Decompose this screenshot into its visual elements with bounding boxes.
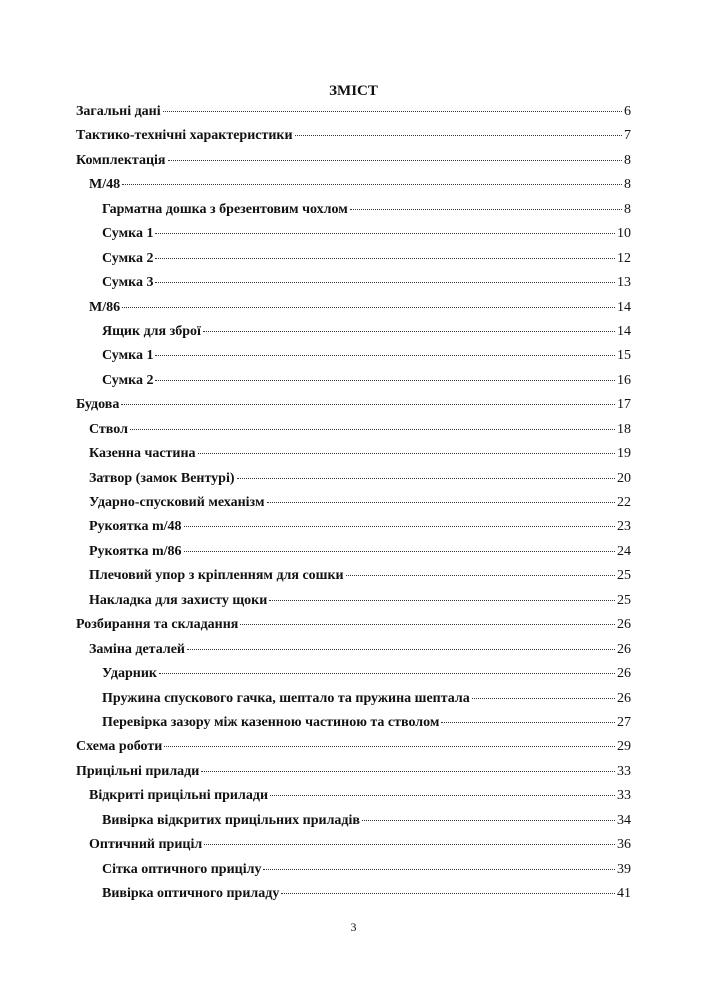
- toc-entry-label: Оптичний приціл: [89, 837, 203, 853]
- toc-entry-page: 41: [617, 886, 631, 901]
- toc-entry[interactable]: [76, 446, 631, 470]
- toc-entry[interactable]: [76, 519, 631, 543]
- toc-entry-page: 24: [617, 543, 631, 559]
- toc-entry[interactable]: [76, 862, 631, 886]
- toc-entry-label: Сумка 2: [102, 250, 154, 266]
- toc-entry-page: 8: [624, 152, 631, 168]
- dot-leader: [155, 380, 615, 381]
- toc-entry-page: 6: [624, 104, 631, 119]
- toc-entry[interactable]: [76, 568, 631, 592]
- toc-entry[interactable]: [76, 593, 631, 617]
- toc-entry[interactable]: [76, 226, 631, 250]
- toc-entry-label: Рукоятка m/48: [89, 519, 182, 535]
- toc-entry[interactable]: [76, 275, 631, 299]
- dot-leader: [168, 160, 622, 161]
- dot-leader: [163, 111, 622, 112]
- toc-entry[interactable]: [76, 128, 631, 152]
- dot-leader: [122, 184, 622, 185]
- toc-entry-page: 39: [617, 861, 631, 877]
- toc-entry[interactable]: [76, 104, 631, 128]
- toc-entry-label: Сумка 1: [102, 348, 154, 364]
- toc-entry-page: 26: [617, 617, 631, 633]
- toc-entry-page: 15: [617, 348, 631, 364]
- dot-leader: [362, 820, 615, 821]
- dot-leader: [198, 453, 615, 454]
- toc-entry[interactable]: [76, 324, 631, 348]
- toc-entry-page: 10: [617, 226, 631, 242]
- page-title: ЗМІСТ: [329, 83, 378, 99]
- toc-entry[interactable]: [76, 251, 631, 275]
- dot-leader: [184, 526, 615, 527]
- toc-entry[interactable]: [76, 544, 631, 568]
- dot-leader: [130, 429, 615, 430]
- toc-entry-page: 14: [617, 323, 631, 339]
- toc-entry-label: Гарматна дошка з брезентовим чохлом: [102, 201, 348, 217]
- toc-entry[interactable]: [76, 837, 631, 861]
- toc-entry-label: Прицільні прилади: [76, 763, 200, 779]
- toc-entry-page: 13: [617, 275, 631, 291]
- dot-leader: [346, 575, 615, 576]
- toc-entry-page: 18: [617, 421, 631, 437]
- toc-entry-page: 33: [617, 788, 631, 804]
- toc-entry-label: М/86: [89, 299, 121, 315]
- toc-entry[interactable]: [76, 666, 631, 690]
- toc-entry[interactable]: [76, 886, 631, 910]
- dot-leader: [155, 355, 615, 356]
- toc-entry[interactable]: [76, 373, 631, 397]
- toc-entry-label: Сумка 1: [102, 226, 154, 242]
- toc-entry-label: Ствол: [89, 421, 128, 437]
- dot-leader: [203, 331, 615, 332]
- toc-entry-label: Заміна деталей: [89, 641, 185, 657]
- toc-entry-label: Комплектація: [76, 152, 166, 168]
- toc-entry-label: Рукоятка m/86: [89, 543, 182, 559]
- toc-entry-page: 33: [617, 763, 631, 779]
- toc-entry-label: Плечовий упор з кріпленням для сошки: [89, 568, 344, 584]
- dot-leader: [263, 869, 615, 870]
- toc-entry[interactable]: [76, 422, 631, 446]
- dot-leader: [155, 282, 615, 283]
- toc-entry-page: 29: [617, 739, 631, 755]
- toc-entry[interactable]: [76, 471, 631, 495]
- dot-leader: [270, 795, 615, 796]
- toc-entry-page: 34: [617, 812, 631, 828]
- toc-entry-page: 14: [617, 299, 631, 315]
- toc-entry[interactable]: [76, 495, 631, 519]
- toc-entry-label: Пружина спускового гачка, шептало та пружина шептала: [102, 690, 470, 706]
- dot-leader: [295, 135, 622, 136]
- dot-leader: [472, 698, 615, 699]
- toc-entry-label: Ударно-спусковий механізм: [89, 495, 265, 510]
- toc-entry-page: 22: [617, 495, 631, 510]
- toc-entry-page: 8: [624, 201, 631, 217]
- toc-entry-page: 7: [624, 128, 631, 144]
- toc-entry-label: Казенна частина: [89, 446, 196, 462]
- toc-entry-page: 27: [617, 714, 631, 730]
- toc-entry[interactable]: [76, 788, 631, 812]
- toc-entry-label: Ударник: [102, 666, 157, 682]
- toc-entry-label: Вивірка оптичного приладу: [102, 886, 280, 901]
- toc-entry[interactable]: [76, 764, 631, 788]
- toc-entry[interactable]: [76, 177, 631, 201]
- toc-entry-label: Схема роботи: [76, 739, 163, 755]
- toc-entry-page: 36: [617, 837, 631, 853]
- toc-entry[interactable]: [76, 202, 631, 226]
- dot-leader: [159, 673, 615, 674]
- toc-entry[interactable]: [76, 739, 631, 763]
- toc-entry-label: Загальні дані: [76, 104, 161, 119]
- toc-entry[interactable]: [76, 397, 631, 421]
- toc-entry-page: 23: [617, 519, 631, 535]
- toc-entry-label: Сумка 3: [102, 275, 154, 291]
- dot-leader: [281, 893, 615, 894]
- toc-entry[interactable]: [76, 642, 631, 666]
- dot-leader: [184, 551, 615, 552]
- toc-entry-label: Затвор (замок Вентурі): [89, 470, 235, 486]
- toc-entry-label: Накладка для захисту щоки: [89, 592, 268, 608]
- toc-entry-page: 12: [617, 250, 631, 266]
- dot-leader: [122, 307, 615, 308]
- dot-leader: [441, 722, 615, 723]
- dot-leader: [155, 258, 615, 259]
- dot-leader: [201, 771, 615, 772]
- toc-entry-page: 19: [617, 446, 631, 462]
- toc-entry-label: Відкриті прицільні прилади: [89, 788, 269, 804]
- toc-entry-label: М/48: [89, 177, 121, 193]
- toc-entry[interactable]: [76, 813, 631, 837]
- toc-entry-page: 26: [617, 690, 631, 706]
- toc-entry-page: 25: [617, 568, 631, 584]
- toc-entry-label: Сумка 2: [102, 372, 154, 388]
- toc-entry-page: 20: [617, 470, 631, 486]
- toc-entry[interactable]: [76, 691, 631, 715]
- dot-leader: [267, 502, 615, 503]
- toc-entry-label: Розбирання та складання: [76, 617, 239, 633]
- dot-leader: [237, 478, 615, 479]
- toc-entry-label: Сітка оптичного прицілу: [102, 861, 262, 877]
- toc-entry-label: Ящик для зброї: [102, 323, 201, 339]
- toc-entry-page: 26: [617, 666, 631, 682]
- toc-entry[interactable]: [76, 153, 631, 177]
- toc-entry-page: 25: [617, 592, 631, 608]
- toc-entry[interactable]: [76, 617, 631, 641]
- dot-leader: [121, 404, 615, 405]
- toc-entry-page: 16: [617, 372, 631, 388]
- toc-entry-label: Тактико-технічні характеристики: [76, 128, 293, 144]
- dot-leader: [164, 746, 615, 747]
- dot-leader: [187, 649, 615, 650]
- toc-entry-label: Перевірка зазору між казенною частиною та стволом: [102, 714, 440, 730]
- page-number: 3: [350, 920, 357, 934]
- dot-leader: [204, 844, 615, 845]
- dot-leader: [269, 600, 615, 601]
- toc-entry-page: 17: [617, 397, 631, 413]
- toc-entry[interactable]: [76, 348, 631, 372]
- toc-entry[interactable]: [76, 715, 631, 739]
- toc-entry-label: Будова: [76, 397, 120, 413]
- dot-leader: [240, 624, 615, 625]
- table-of-contents: [76, 104, 631, 910]
- toc-entry-label: Вивірка відкритих прицільних приладів: [102, 812, 360, 828]
- toc-entry[interactable]: [76, 300, 631, 324]
- dot-leader: [350, 209, 622, 210]
- dot-leader: [155, 233, 615, 234]
- toc-entry-page: 26: [617, 641, 631, 657]
- toc-entry-page: 8: [624, 177, 631, 193]
